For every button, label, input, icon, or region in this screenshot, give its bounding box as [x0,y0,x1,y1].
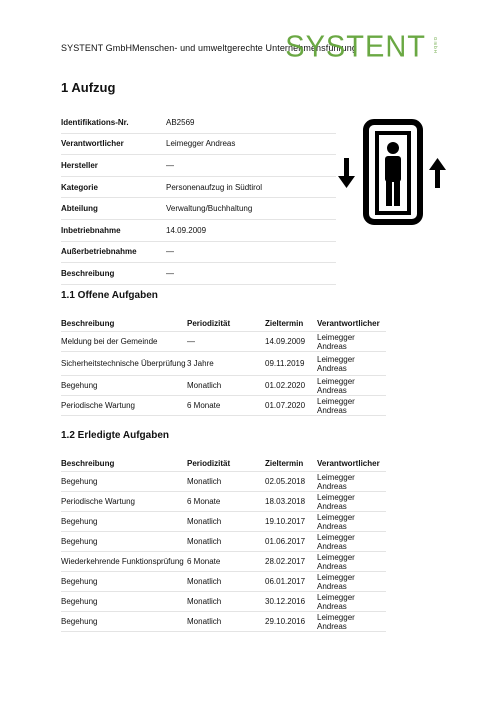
cell: Begehung [61,376,187,396]
cell: Leimegger Andreas [317,592,386,612]
info-row [61,220,336,242]
section-title: 1 Aufzug [61,80,116,95]
cell: Begehung [61,512,187,532]
info-row [61,263,336,285]
info-row [61,112,336,134]
table-row [61,592,386,612]
cell: Monatlich [187,472,265,492]
table-row [61,492,386,512]
cell: Begehung [61,472,187,492]
table-row [61,572,386,592]
cell: Leimegger Andreas [317,396,386,416]
info-key: Hersteller [61,160,98,170]
cell: 30.12.2016 [265,592,317,612]
cell: 29.10.2016 [265,612,317,632]
cell: Meldung bei der Gemeinde [61,332,187,352]
column-header: Verantwortlicher [317,452,386,472]
done-tasks-table [61,452,386,632]
table-header-row [61,312,386,332]
info-row [61,155,336,177]
table-row [61,472,386,492]
cell: Leimegger Andreas [317,612,386,632]
page-header [61,30,440,75]
column-header: Beschreibung [61,452,187,472]
cell: Monatlich [187,592,265,612]
cell: Begehung [61,532,187,552]
info-key: Identifikations-Nr. [61,117,129,127]
cell: — [187,332,265,352]
table-row [61,532,386,552]
cell: 19.10.2017 [265,512,317,532]
cell: Leimegger Andreas [317,492,386,512]
info-table [61,112,336,285]
column-header: Verantwortlicher [317,312,386,332]
info-key: Kategorie [61,182,98,192]
column-header: Zieltermin [265,312,317,332]
cell: 3 Jahre [187,352,265,376]
cell: Monatlich [187,512,265,532]
cell: 01.07.2020 [265,396,317,416]
cell: 18.03.2018 [265,492,317,512]
elevator-icon [336,118,446,228]
cell: Monatlich [187,572,265,592]
info-row [61,198,336,220]
info-row [61,177,336,199]
cell: 6 Monate [187,552,265,572]
cell: Monatlich [187,532,265,552]
cell: Monatlich [187,612,265,632]
column-header: Zieltermin [265,452,317,472]
cell: 01.02.2020 [265,376,317,396]
cell: Leimegger Andreas [317,352,386,376]
cell: Leimegger Andreas [317,376,386,396]
cell: Begehung [61,592,187,612]
table-row [61,612,386,632]
info-key: Außerbetriebnahme [61,247,137,257]
info-value: AB2569 [166,117,195,127]
cell: Leimegger Andreas [317,512,386,532]
logo-subtext: GmbH [433,37,438,55]
table-row [61,352,386,376]
info-value: — [166,268,174,278]
cell: Periodische Wartung [61,492,187,512]
info-key: Beschreibung [61,268,115,278]
cell: 6 Monate [187,492,265,512]
cell: Monatlich [187,376,265,396]
cell: 02.05.2018 [265,472,317,492]
table-row [61,376,386,396]
info-value: Leimegger Andreas [166,139,236,149]
info-value: — [166,247,174,257]
cell: 6 Monate [187,396,265,416]
cell: Begehung [61,612,187,632]
cell: 28.02.2017 [265,552,317,572]
column-header: Beschreibung [61,312,187,332]
info-key: Inbetriebnahme [61,225,121,235]
table-row [61,552,386,572]
open-tasks-title: 1.1 Offene Aufgaben [61,290,158,301]
info-value: Verwaltung/Buchhaltung [166,204,253,214]
info-value: — [166,160,174,170]
cell: Leimegger Andreas [317,332,386,352]
cell: Begehung [61,572,187,592]
table-row [61,396,386,416]
column-header: Periodizität [187,452,265,472]
cell: Leimegger Andreas [317,532,386,552]
info-value: 14.09.2009 [166,225,207,235]
table-row [61,512,386,532]
open-tasks-table [61,312,386,416]
cell: Leimegger Andreas [317,552,386,572]
done-tasks-title: 1.2 Erledigte Aufgaben [61,430,169,441]
cell: Leimegger Andreas [317,472,386,492]
company-text: SYSTENT GmbHMenschen- und umweltgerechte Unternehmensführung [61,43,357,53]
table-header-row [61,452,386,472]
cell: Leimegger Andreas [317,572,386,592]
info-value: Personenaufzug in Südtirol [166,182,263,192]
cell: Periodische Wartung [61,396,187,416]
cell: 01.06.2017 [265,532,317,552]
table-row [61,332,386,352]
cell: Sicherheitstechnische Überprüfung [61,352,187,376]
cell: 09.11.2019 [265,352,317,376]
cell: Wiederkehrende Funktionsprüfung [61,552,187,572]
column-header: Periodizität [187,312,265,332]
info-row [61,242,336,264]
cell: 14.09.2009 [265,332,317,352]
cell: 06.01.2017 [265,572,317,592]
systent-logo: SYSTENT [285,30,426,64]
info-key: Abteilung [61,204,98,214]
info-row [61,134,336,156]
info-key: Verantwortlicher [61,139,124,149]
